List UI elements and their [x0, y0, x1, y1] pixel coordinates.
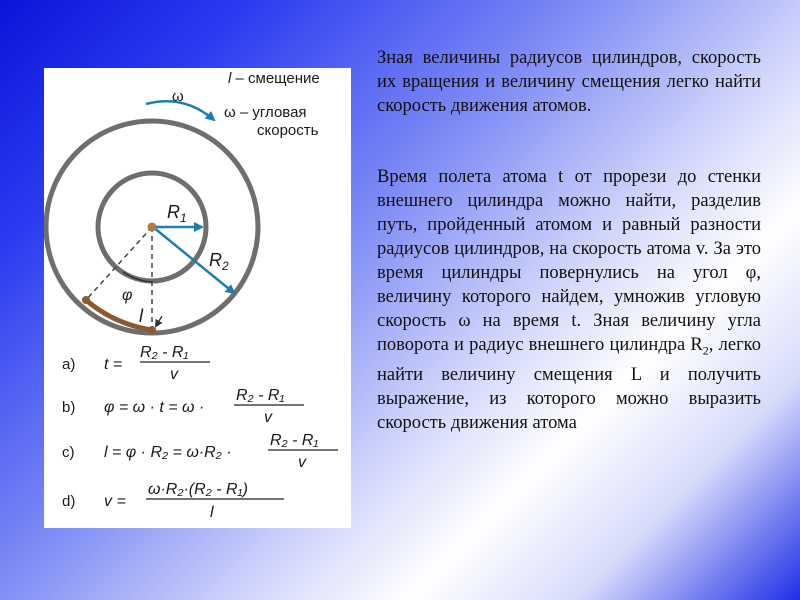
- arc-end-bottom-dot: [148, 326, 156, 334]
- center-dot: [148, 223, 157, 232]
- r1-label: $R_1$: [167, 202, 187, 225]
- paragraph-1: Зная величины радиусов цилиндров, скорость их вращения и величину смещения легко найти скорость движения атомов.: [377, 48, 761, 116]
- legend-l: l – смещение: [228, 70, 320, 87]
- svg-text:R₂ - R₁: R₂ - R₁: [270, 432, 319, 449]
- svg-text:φ = ω · t = ω ·: φ = ω · t = ω ·: [104, 399, 205, 416]
- svg-text:v =: v =: [104, 493, 126, 510]
- svg-text:l = φ · R₂ = ω·R₂ ·: l = φ · R₂ = ω·R₂ ·: [104, 444, 232, 461]
- formula-a: [62, 344, 210, 383]
- svg-text:a): a): [62, 356, 76, 373]
- svg-text:l: l: [210, 504, 214, 521]
- phi-label: φ: [122, 287, 133, 304]
- svg-text:c): c): [62, 444, 75, 461]
- dashed-line-left: [86, 227, 152, 300]
- omega-label: ω: [172, 88, 184, 105]
- svg-text:b): b): [62, 399, 76, 416]
- formula-c: [62, 432, 338, 471]
- svg-text:v: v: [264, 409, 272, 426]
- figure-panel: [44, 68, 351, 528]
- svg-text:ω·R₂·(R₂ - R₁): ω·R₂·(R₂ - R₁): [148, 481, 248, 498]
- paragraph-2: Время полета атома t от прорези до стенки внешнего цилиндра можно найти, разделив путь, пройденный атомом и равный разности радиусов цилиндров, на скорость атома v. За это время цилиндры повернулись на угол φ, величину которого найдем, умножив угловую скорость ω на время t. Зная величину угла поворота и радиус внешнего цилиндра $R_2$, легко найти величину смещения L и получить выражение, из которого можно выразить скорость движения атома: [377, 167, 761, 433]
- legend-omega-2: скорость: [257, 122, 319, 139]
- svg-text:t =: t =: [104, 356, 123, 373]
- cylinder-diagram: [44, 68, 351, 528]
- arc-end-left-dot: [82, 296, 90, 304]
- formula-d: [62, 481, 284, 521]
- svg-text:R₂ - R₁: R₂ - R₁: [236, 387, 285, 404]
- l-arrow: [156, 316, 162, 326]
- svg-text:R₂ - R₁: R₂ - R₁: [140, 344, 189, 361]
- svg-text:v: v: [298, 454, 306, 471]
- formula-b: [62, 387, 304, 426]
- svg-text:d): d): [62, 493, 76, 510]
- l-label: l: [139, 306, 143, 326]
- legend-omega: ω – угловая: [224, 104, 307, 121]
- r2-label: $R_2$: [209, 250, 229, 273]
- explanation-text: [377, 46, 761, 435]
- svg-text:v: v: [170, 366, 178, 383]
